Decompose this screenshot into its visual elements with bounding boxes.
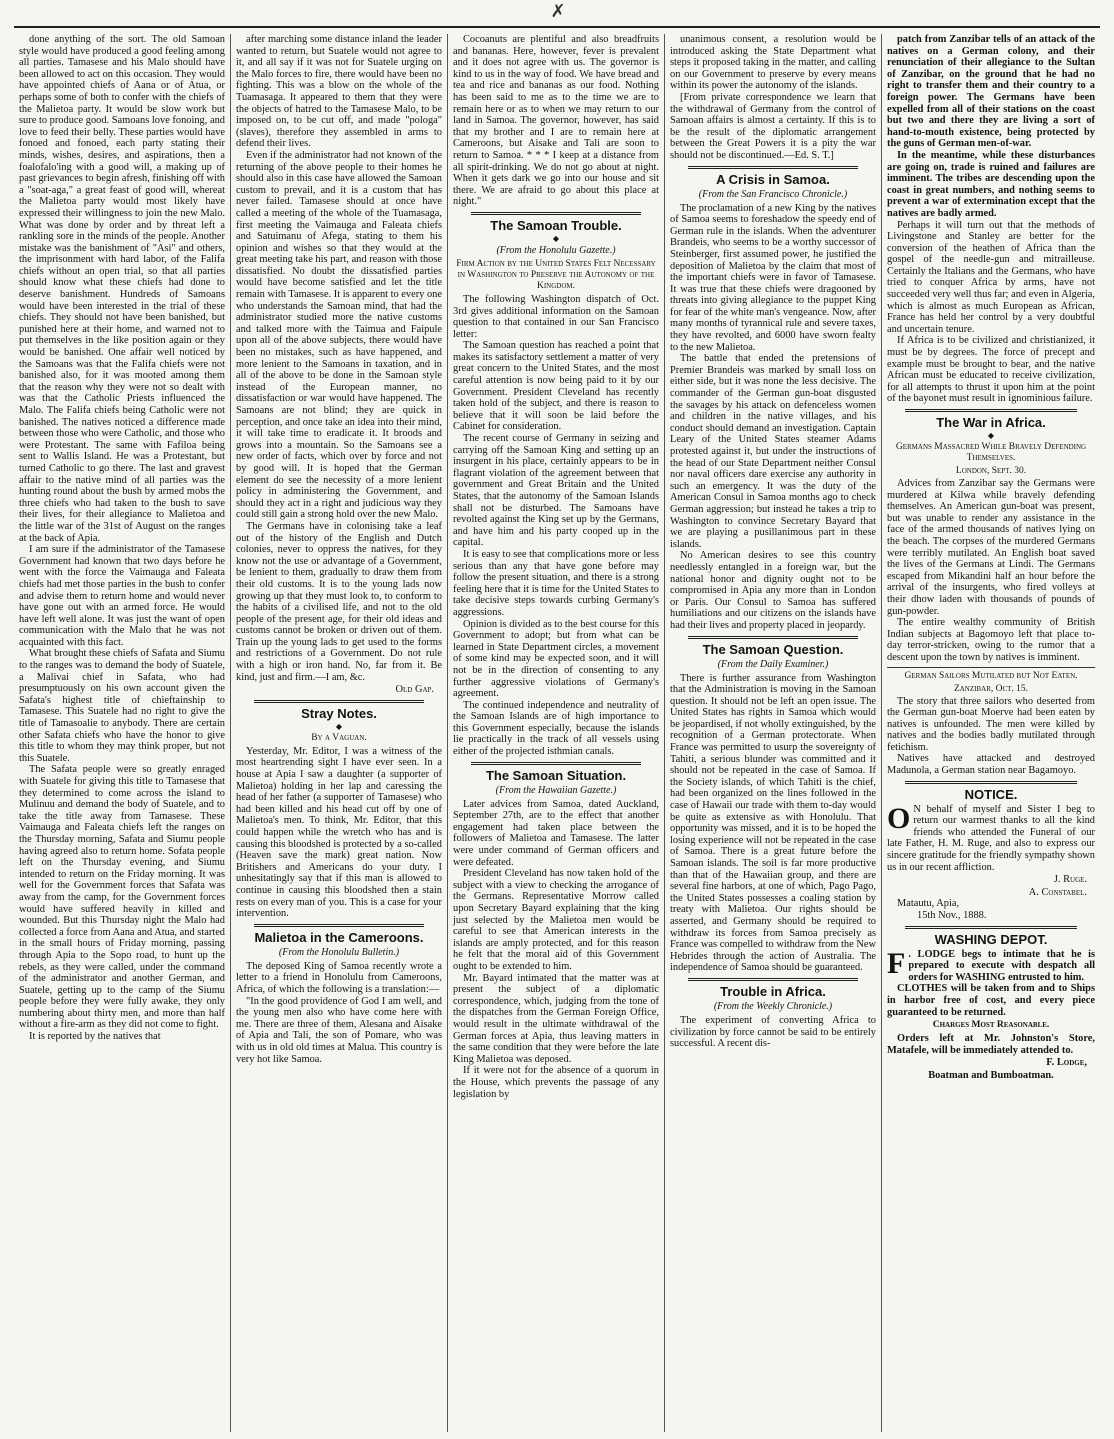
paragraph: President Cleveland has now taken hold of the subject with a view to checking the arrogance of the Germans. Representative Morrow called upon Secretary Bayard explaining that the king just selected by the Malietoa men would be careful to see that American interests in the islands are amply protected, and for this reason he felt that the moral aid of this Government ought to be extended to him. — [453, 868, 659, 972]
article-source: (From the Honolulu Gazette.) — [496, 244, 616, 256]
article-subheading: Germans Massacred While Bravely Defending Themselves. — [895, 442, 1087, 463]
notice-signature: J. Ruge. — [1053, 874, 1087, 886]
ornament: ◆ — [987, 431, 995, 440]
notice-date: 15th Nov., 1888. — [917, 910, 987, 921]
section-divider — [905, 781, 1077, 784]
section-divider — [688, 166, 858, 169]
section-divider — [254, 924, 424, 927]
article-title-war-africa: The War in Africa. — [936, 415, 1046, 430]
paragraph: CLOTHES will be taken from and to Ships in harbor free of cost, and every piece guaranteed to be returned. — [887, 983, 1095, 1018]
section-divider — [254, 700, 424, 703]
paragraph: The Safata people were so greatly enraged with Suatele for giving this title to Tamasese that they determined to come across the island to Mulinuu and demand the body of Suatele, and to take the title away from Tamasese. These Vaimauga and Faleata chiefs left the ranges on the Thursday morning, Safata and Siumu people having agreed also to return home. Sofata people left on the Thursday evening, and Siumu intended to return on the Friday morning. It was well for the Government forces that Safata was away from the camp, for the Government forces would have suffered heavily in killed and wounded. But this Thursday night the Malo had collected a force from Aana and Atua, and started in the small hours of Friday morning, passing through Apia to the Sopo road, to hunt up the rebels, as they were called, under the command of the administrator and another German, and Suatele, getting up to the camp of the Siumu people before they were fully awake, they only numbering about thirty men, and more than half without a fire-arm as they did not come to fight. — [19, 764, 225, 1031]
section-divider — [905, 409, 1077, 412]
article-subheading: German Sailors Mutilated but Not Eaten. — [904, 670, 1078, 681]
article-source: (From the Daily Examiner.) — [717, 658, 829, 670]
paragraph: The story that three sailors who deserted from the German gun-boat Moerve had been eaten by natives is unfounded. The men were killed by natives and the bodies badly mutilated through fetichism. — [887, 695, 1095, 753]
paragraph: Advices from Zanzibar say the Germans were murdered at Kilwa while bravely defending themselves. An American gun-boat was present, but was unable to render any assistance in the face of the armed thousands of natives lying on the beach. The corpses of the murdered Germans were terribly mutilated. An English boat saved the lives of the Germans at Lindi. The Germans escaped from Mikandini half an hour before the arrival of the insurgents, who fired volleys at their dhow laden with thousands of pounds of gun-powder. — [887, 478, 1095, 617]
washing-charges: Charges Most Reasonable. — [932, 1020, 1050, 1031]
paragraph: The deposed King of Samoa recently wrote a letter to a friend in Honolulu from Cameroons, Africa, of which the following is a translation:— — [236, 960, 442, 995]
washing-signature: F. Lodge, — [1046, 1057, 1087, 1069]
paragraph: The entire wealthy community of British Indian subjects at Bagomoyo left that place to-day terror-stricken, owing to the rumor that a descent upon the town by natives is imminent. — [887, 617, 1095, 663]
paragraph: [From private correspondence we learn that the withdrawal of Germany from the control of Samoan affairs is almost a certainty. If this is to be the result of the diplomatic arrangement between the Great Powers it is a pity the war should not be discontinued.—Ed. S. T.] — [670, 91, 876, 161]
article-title-stray-notes: Stray Notes. — [301, 705, 377, 721]
washing-title: WASHING DEPOT. — [934, 931, 1048, 947]
column-4 — [665, 34, 882, 1432]
paragraph: after marching some distance inland the leader wanted to return, but Suatele would not agree to it, and all say if it was not for Suatele urging on the Malo forces to fire, there would have been no fighting. This was a blow on the whole of the Tuamasaga. It appeared to them that they were the objects of hatred to the Tamasese Malo, to be imposed on, to be cut off, and made "pologa" (slaves), therefore they assembled in arms to defend their lives. — [236, 34, 442, 150]
notice-place: Matautu, Apia, — [897, 898, 960, 910]
paragraph: It is easy to see that complications more or less serious than any that have gone before may follow the present situation, and there is a strong feeling here that it is time for the United States to take decisive steps towards curbing Germany's aggressions. — [453, 548, 659, 618]
column-3 — [448, 34, 665, 1432]
dateline: London, Sept. 30. — [955, 466, 1027, 476]
article-source: (From the Hawaiian Gazette.) — [495, 784, 617, 796]
paragraph: done anything of the sort. The old Samoan style would have produced a good feeling among all parties. Tamasese and his Malo should have been allowed to act on this occasion. They would have appointed chiefs of Aana or of Atua, or perhaps some of both to confer with the chiefs of the Malietoa party. It would be slow work but sure to produce good. Samoans love fonoing, and love to feed their belly. These parties would have fonoed and fonoed, each party stating their minds, wishes, desires, and aspirations, then a foalofalo'ing with a good will, a making up of past grievances to begin afresh, finishing off with a "soat-aga," a great feast of good will, whereat the Malietoa party would most likely have expressed their willingness to join the new Malo. What was done by order and by threat left a rankling sore in the minds of the people. Another mistake was the banishment of "Asi" and others, the imprisonment with hard labor, of the Falifa chiefs without an open trial, so that all parties should know what these chiefs had done to deserve banishment. Hundreds of Samoans would have been interested in the trial of these chiefs. They should not have been banished, but punished here at their home, and warned not to put themselves in the like position again or they would be banished. One affair well noticed by the Samoans was that the Falifa chiefs were not banished also, for it was mooted among them that the reason why they were not so dealt with was that the Catholic Priests influenced the Malo. The Falifa chiefs being Catholic were not banished. The natives noticed a difference made between those who were Catholic, and those who were Protestant. The same with Fafiloa being sent to Wallis Island. He was a Protestant, but turned Catholic to go there. The last and gravest affair to the native mind of all parties was the hunting round about the bush by armed mobs the three chiefs who had taken to the bush to save their lives, for their allegiance to Malietoa and the little war of the 31st of August on the ranges at the back of Apia. — [19, 34, 225, 544]
paragraph: If Africa is to be civilized and christianized, it must be by degrees. The force of precept and example must be brought to bear, and the native African must be educated to receive civilization, for all attempts to thrust it upon him at the point of the bayonet must result in ignominious failure. — [887, 335, 1095, 405]
drop-cap: O — [887, 801, 911, 835]
byline: By a Vaguan. — [311, 732, 367, 743]
section-divider — [471, 762, 641, 765]
notice-signature: A. Constabel. — [1028, 886, 1087, 898]
paragraph: Mr. Bayard intimated that the matter was at present the subject of a diplomatic correspondence, which, judging from the tone of the dispatches from the German Foreign Office, would result in the ultimate withdrawal of the German forces at Apia, thus leaving matters in the same condition that they were before the late King Malietoa was deposed. — [453, 972, 659, 1065]
divider — [887, 667, 1095, 668]
column-2 — [231, 34, 448, 1432]
paragraph: Natives have attacked and destroyed Madunola, a German station near Bagamoyo. — [887, 753, 1095, 777]
paragraph: patch from Zanzibar tells of an attack of the natives on a German colony, and their renunciation of their allegiance to the Sultan of Zanzibar, on the ground that he had no right to transfer them and their country to a foreign power. The Germans have been expelled from all of their stations on the coast but two and there they are living a sort of hand-to-mouth existence, being protected by the guns of German men-of-war. — [887, 34, 1095, 150]
paragraph: If it were not for the absence of a quorum in the House, which prevents the passage of any legislation by — [453, 1065, 659, 1100]
paragraph: Even if the administrator had not known of the returning of the above people to their homes he should also in this case have allowed the Samoan custom to prevail, and it is a custom that has never failed. Tamasese should at once have called a meeting of the whole of the Tuamasaga, first meeting the Vaimauga and Faleata chiefs and Satuimanu of Afega, stating to them his opinion and wishes so that they would at the great meeting take his part, and reason with those dissatisfied. No doubt the dissatisfied parties would have become satisfied and let the title remain with Tamasese. It is apparent to every one who understands the Samoan mind, that had the administrator studied more the native customs and talked more with the Taimua and Faipule upon all of the above subjects, there would have been no mistakes, such as have happened, and more lenient to the Samoans in taxation, and in all of the above to be done in the Samoan style instead of the European manner, no dissatisfaction or war would have happened. The Samoans are not blind; they are quick in perception, and once take an idea into their mind, it will take time to eradicate it. It broods and grows into a mountain. So the Samoans see a new order of facts, which over by force and not by good will. It is hoped that the German element do see the necessity of a more lenient policy in administering the Government, and should they act in a right and judicious way they could still gain a strong hold over the new Malo. — [236, 149, 442, 521]
paragraph: No American desires to see this country needlessly entangled in a foreign war, but the national honor and dignity ought not to be compromised in Apia any more than in London or Paris. Our Consul to Samoa has suffered humiliations and our citizens on the islands have had their lives and property placed in jeopardy. — [670, 550, 876, 631]
paragraph: The continued independence and neutrality of the Samoan Islands are of high importance to this Government especially, because the islands lie practically in the track of all vessels using either of the projected isthmian canals. — [453, 699, 659, 758]
article-source: (From the Honolulu Bulletin.) — [278, 946, 400, 958]
article-title-trouble-africa: Trouble in Africa. — [720, 983, 826, 999]
article-title-samoan-situation: The Samoan Situation. — [485, 767, 627, 783]
paragraph: The recent course of Germany in seizing and carrying off the Samoan King and setting up an insurgent in his place, certainly appears to be in flagrant violation of the agreement between that government and Great Britain and the United States, that the autonomy of the Samoan Islands shall not be disturbed. The Samoans have revolted against the King set up by the Germans, and have him and his party cooped up in the capital. — [453, 433, 659, 549]
article-source: (From the Weekly Chronicle.) — [713, 1000, 833, 1012]
notice-title: NOTICE. — [964, 786, 1018, 802]
drop-cap: F — [887, 946, 906, 980]
paragraph: The Germans have in colonising take a leaf out of the history of the English and Dutch colonies, never to oppress the natives, for they know not the use or advantage of a Government, be lenient to them, gradually to draw them from their old customs. It is to the young lads now growing up that they must look to, to conform to the habits of a civilised life, and not to the old people of the present age, for their old ideas and customs cannot be broken or driven out of them. Train up the young lads to get used to the forms and restrictions of a Government. Do not rule with a high or iron hand. No, far from it. Be kind, just and firm.—I am, &c. — [236, 520, 442, 683]
paragraph: What brought these chiefs of Safata and Siumu to the ranges was to demand the body of Suatele, a Malivai chief in Safata, who had presumptuously on his own account given the Safata's highest title of chieftainship to Tamasese. This Suatele had no right to give the title of Tamasoalie to anybody. There are certain other Safata chiefs who have the honor to give this title to whom they may think proper, but not this Suatele. — [19, 648, 225, 764]
ornament: ◆ — [552, 233, 560, 243]
section-divider — [471, 212, 641, 215]
article-title-crisis: A Crisis in Samoa. — [716, 171, 830, 187]
paragraph: Perhaps it will turn out that the methods of Livingstone and Stanley are better for the conversion of the heathen of Africa than the gospel of the needle-gun and mitrailleuse. Certainly the Italians and the Germans, who have tried to conquer Africa by arms, have not succeeded very well thus far; and even in Algeria, which is almost as much European as African, France has held her control by a very doubtful and uncertain tenure. — [887, 219, 1095, 335]
section-divider — [688, 636, 858, 639]
paragraph: Opinion is divided as to the best course for this Government to adopt; but from what can be learned in State Department circles, a movement of some kind may be expected soon, and it will not be in the direction of consenting to any further aggressive violations of Germany's agreement. — [453, 618, 659, 700]
paragraph: unanimous consent, a resolution would be introduced asking the State Department what steps it proposed taking in the matter, and calling on our Government to preserve by every means within its power the autonomy of the islands. — [670, 34, 876, 92]
paragraph: I am sure if the administrator of the Tamasese Government had known that two days before he went with the force the Vaimauga and Faleata chiefs had met those parties in the bush to confer and advise them to return home and would never have gone out with an armed force. He would have left well alone. It was just the want of open communication with the Malo that he was not acquainted with this fact. — [19, 544, 225, 648]
paragraph: Orders left at Mr. Johnston's Store, Matafele, will be immediately attended to. — [887, 1033, 1095, 1056]
article-title-cameroons: Malietoa in the Cameroons. — [254, 929, 424, 945]
paragraph: It is reported by the natives that — [29, 1031, 161, 1043]
paragraph: Later advices from Samoa, dated Auckland, September 27th, are to the effect that another engagement had taken place between the followers of Malietoa and Tamasese. The latter were under command of German officers and were defeated. — [453, 798, 659, 868]
washing-body — [887, 946, 1095, 984]
article-title-samoan-question: The Samoan Question. — [702, 641, 844, 657]
article-subheading: Firm Action by the United States Felt Necessary in Washington to Preserve the Autonomy of the Kingdom. — [456, 258, 656, 291]
pencil-check-mark: ✗ — [550, 1, 566, 22]
paragraph: Cocoanuts are plentiful and also breadfruits and bananas. Here, however, fever is prevalent and it does not agree with us. The governor is kind to us in the way of food. We have bread and tea and rice and bananas as our food. Nothing has been said to me as to the time we are to remain here or as to when we may return to our land in Samoa. The governor, however, has said that my brother and I are to remain here at Cameroons, but Aisake and Tali are soon to return to Samoa. * * * I keep at a distance from all spirit-drinking. We do not go about at night. When it gets dark we go into our house and sit there. We are afraid to go about this place at night." — [453, 34, 659, 208]
column-5 — [882, 34, 1100, 1432]
paragraph: Yesterday, Mr. Editor, I was a witness of the most heartrending sight I have ever seen. In a house at Apia I saw a daughter (a supporter of Malietoa) holding in her lap and caressing the head of her father (a supporter of Tamasese) who had been killed and his head cut off by one of Malietoa's men. To think, Mr. Editor, that this could happen while the wretch who has and is causing this bloodshed is protected by a so-called (Heaven save the mark) great nation. Now Britishers and Americans do your duty. I unhesitatingly say that if this man is allowed to continue in causing this bloodshed then a stain rests on every man of you. This is a case for your intervention. — [236, 745, 442, 920]
washing-occupation: Boatman and Bumboatman. — [928, 1069, 1054, 1081]
column-1 — [14, 34, 231, 1432]
paragraph: The experiment of converting Africa to civilization by force cannot be said to be entirely successful. A recent dis- — [670, 1014, 876, 1050]
section-divider — [688, 978, 858, 981]
top-rule — [14, 26, 1100, 28]
paragraph: "In the good providence of God I am well, and the young men also who have come here with me. There are three of them, Alesana and Aisake of Apia and Tali, the son of Pomare, who was with us in old old times at Malua. This country is very hot like Samoa. — [236, 995, 442, 1065]
article-title-samoan-trouble: The Samoan Trouble. — [490, 217, 622, 233]
article-source: (From the San Francisco Chronicle.) — [698, 188, 848, 200]
washing-text: . LODGE begs to intimate that he is prepared to execute with despatch all orders for WASHING entrusted to him. — [908, 948, 1095, 983]
paragraph: The following Washington dispatch of Oct. 3rd gives additional information on the Samoan question to that contained in our San Francisco letter: — [453, 293, 659, 340]
notice-text: N behalf of myself and Sister I beg to return our warmest thanks to all the kind friends who attended the Funeral of our late Father, H. M. Ruge, and also to express our sincere gratitude for the friendly sympathy shown us in our recent affliction. — [887, 803, 1095, 873]
ornament: ◆ — [335, 721, 343, 731]
paragraph: There is further assurance from Washington that the Administration is moving in the Samoan question. It should not be left an open issue. The United States has rights in Samoa which would be jeopardised, if not wholly extinguished, by the recognition of a German protectorate. When France was permitted to usurp the sovereignty of Tahiti, a serious blunder was committed and it should not be repeated in the case of Samoa. If the Society islands, of which Tahiti is the chief, had been organized on the lines followed in the case of Hawaii our trade with them to-day would be quite as extensive as with Honolulu. That opportunity was missed, and it is to be hoped the losing experience will not be repeated in the case of Samoa. There is a great future before the Samoan islands. The soil is far more productive than that of the Hawaiian group, and there are several fine harbors, at one of which, Pago Pago, the United States possesses a coaling station by treaty with Malietoa. Our rights should be asserted, and Germany should be required to withdraw its forces from Samoa precisely as France was compelled to withdraw from the New Hebrides through the action of Australia. The independence of Samoa should be guaranteed. — [670, 672, 876, 974]
dateline: Zanzibar, Oct. 15. — [953, 683, 1029, 694]
paragraph: In the meantime, while these disturbances are going on, trade is ruined and failures are imminent. The tribes are descending upon the coast in great numbers, and nothing seems to prevent a war of extermination except that the natives are badly armed. — [887, 149, 1095, 219]
column-grid — [14, 34, 1100, 1432]
notice-body — [887, 801, 1095, 874]
paragraph: The proclamation of a new King by the natives of Samoa seems to foreshadow the speedy end of German rule in the islands. When the adventurer Brandeis, who seems to be a worthy successor of Steinberger, first assumed power, he justified the deposition of Malietoa by the claim that most of the important chiefs were in favor of Tamasese. It was true that these chiefs were dragooned by threats into giving allegiance to the puppet King for fear of the white man's vengeance. Now, after many months of tyrannical rule and severe taxes, they have revolted, and 6000 have sworn fealty to the new Malietoa. — [670, 202, 876, 353]
paragraph: The battle that ended the pretensions of Premier Brandeis was marked by small loss on either side, but it was none the less decisive. The commander of the German gun-boat disgusted the savages by his attack on defenceless women and children in the native villages, and his conduct should demand an investigation. Captain Leary of the United States steamer Adams protested against it, but under the instructions of the head of our State Department neither Consul nor naval officers dare exercise any authority in such an emergency. It was the duty of the American Consul in Samoa months ago to check German aggression; but instead he takes a trip to Washington to convince Secretary Bayard that we are playing a pusillanimous part in these islands. — [670, 353, 876, 550]
section-divider — [905, 926, 1077, 929]
paragraph: The Samoan question has reached a point that makes its satisfactory settlement a matter of very great concern to the United States, and the most careful attention is now being paid to it by our Government. President Cleveland has recently taken hold of the subject, and there is reason to believe that it will soon be laid before the Cabinet for consideration. — [453, 340, 659, 433]
letter-signature: Old Gap. — [395, 684, 434, 696]
